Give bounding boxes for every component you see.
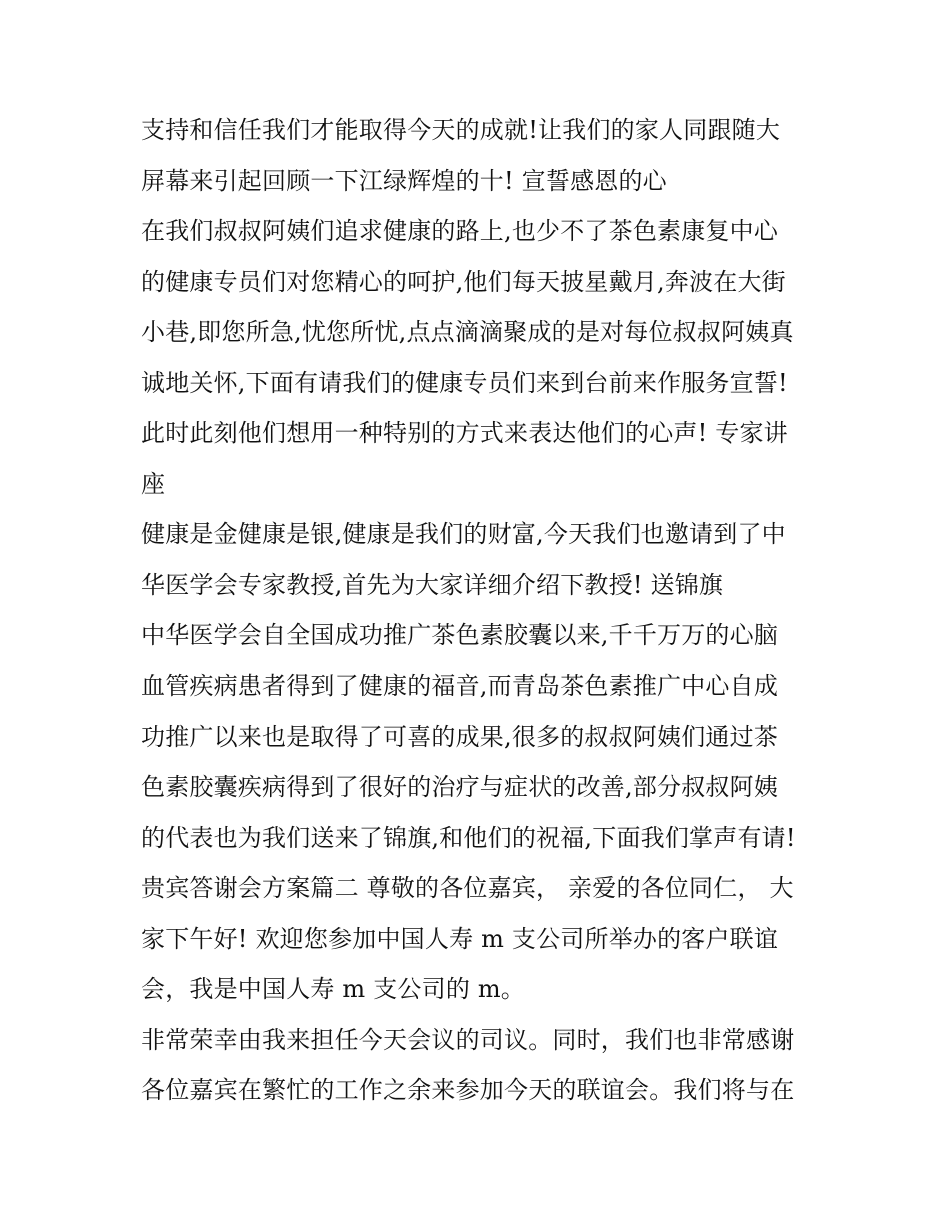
text-line: 小巷,即您所急,忧您所忧,点点滴滴聚成的是对每位叔叔阿姨真 [141, 318, 794, 346]
text-line: 各位嘉宾在繁忙的工作之余来参加今天的联谊会。我们将与在 [141, 1076, 795, 1104]
text-line: 贵宾答谢会方案篇二 尊敬的各位嘉宾， 亲爱的各位同仁， 大 [141, 874, 794, 902]
text-line: 此时此刻他们想用一种特别的方式来表达他们的心声! 专家讲 [141, 419, 788, 447]
text-line: 的健康专员们对您精心的呵护,他们每天披星戴月,奔波在大街 [141, 268, 786, 296]
text-line: 色素胶囊疾病得到了很好的治疗与症状的改善,部分叔叔阿姨 [141, 773, 779, 801]
text-line: 会，我是中国人寿 m 支公司的 m。 [141, 975, 526, 1003]
text-line: 在我们叔叔阿姨们追求健康的路上,也少不了茶色素康复中心 [141, 217, 779, 245]
text-line: 血管疾病患者得到了健康的福音,而青岛茶色素推广中心自成 [141, 672, 779, 700]
text-line: 家下午好! 欢迎您参加中国人寿 m 支公司所举办的客户联谊 [141, 925, 779, 953]
text-line: 中华医学会自全国成功推广茶色素胶囊以来,千千万万的心脑 [141, 621, 779, 649]
text-line: 支持和信任我们才能取得今天的成就!让我们的家人同跟随大 [141, 116, 781, 144]
text-line: 诚地关怀,下面有请我们的健康专员们来到台前来作服务宣誓! [141, 369, 788, 397]
text-line: 非常荣幸由我来担任今天会议的司议。同时，我们也非常感谢 [141, 1026, 795, 1054]
text-line: 的代表也为我们送来了锦旗,和他们的祝福,下面我们掌声有请! [141, 824, 796, 852]
text-line: 座 [141, 470, 166, 498]
text-line: 功推广以来也是取得了可喜的成果,很多的叔叔阿姨们通过茶 [141, 723, 779, 751]
text-line: 健康是金健康是银,健康是我们的财富,今天我们也邀请到了中 [141, 520, 786, 548]
text-line: 华医学会专家教授,首先为大家详细介绍下教授! 送锦旗 [141, 571, 724, 599]
text-line: 屏幕来引起回顾一下江绿辉煌的十! 宣誓感恩的心 [141, 167, 667, 195]
